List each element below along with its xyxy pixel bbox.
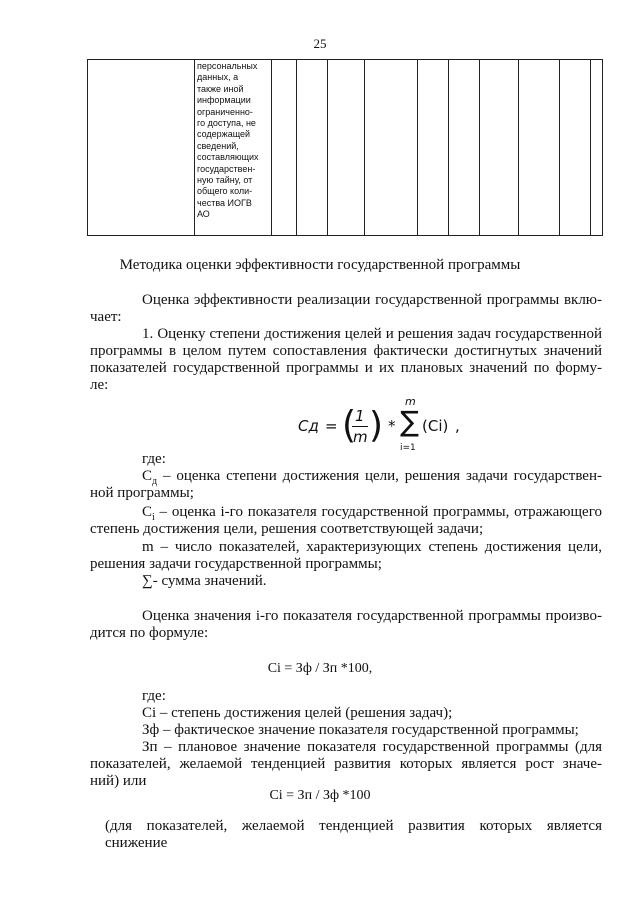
table-cell (519, 60, 560, 236)
item1-line: 1. Оценку степени достижения целей и решения задач государственной (142, 326, 602, 342)
table-cell-text: персональных данных, а также иной информации ограниченно- го доступа, не содержащей сведений, составляющих государствен- ную тайну, от общего коли- чества ИОГВ АО (197, 61, 259, 220)
formula-cd (290, 395, 460, 465)
table-cell (328, 60, 365, 236)
formula-right-paren: ) (369, 405, 384, 446)
estimation-line: Оценка значения i-го показателя государственной программы произво- (142, 608, 602, 624)
table-cell (480, 60, 519, 236)
table-cell (272, 60, 297, 236)
intro-line: чает: (90, 309, 122, 325)
formula-ci-alt: Сi = Зп / Зф *100 (269, 788, 371, 803)
estimation-line: дится по формуле: (90, 625, 209, 641)
table-cell (297, 60, 328, 236)
item1-line: программы в целом путем сопоставления фактически достигнутых значений (90, 343, 602, 359)
table-row (88, 60, 603, 236)
item1-line: показателей государственной программы и их плановых значений по форму- (90, 360, 602, 376)
def-ci2-line: Сi – степень достижения целей (решения задач); (142, 705, 453, 721)
sum-lower-limit: i=1 (400, 443, 416, 453)
fraction-bar (352, 426, 368, 427)
def-ci-subscript: i (152, 512, 155, 523)
def-zp-line: ний) или (90, 773, 147, 789)
table-cell (449, 60, 480, 236)
def-m-line2: решения задачи государственной программы; (90, 556, 382, 572)
def-cd-line2: ной программы; (90, 485, 194, 501)
def-ci-symbol: С (142, 504, 153, 520)
def-cd-symbol: С (142, 468, 153, 484)
def-zp-line: показателей, желаемой тенденцией развития которых является рост значе- (90, 756, 602, 772)
formula-left-paren: ( (342, 403, 357, 448)
table-cell (418, 60, 449, 236)
formula-lhs: Cд (298, 417, 319, 435)
def-cd-subscript: д (152, 476, 158, 487)
formula-mult: * (388, 417, 396, 435)
indicator-table-fragment (87, 59, 603, 236)
closing-line: (для показателей, желаемой тенденцией развития которых является снижение (105, 818, 602, 851)
sum-sign: ∑ (400, 405, 419, 438)
sum-upper-limit: m (405, 395, 416, 408)
section-heading: Методика оценки эффективности государственной программы (119, 257, 521, 273)
formula-comma: , (455, 417, 460, 435)
table-cell (88, 60, 195, 236)
formula-equals: = (325, 417, 338, 435)
item1-line: ле: (90, 377, 109, 393)
where-label: где: (142, 688, 166, 704)
formula-ci: Сi = Зф / Зп *100, (267, 661, 373, 676)
def-ci-text: – оценка i-го показателя государственной программы, отражающего (154, 504, 602, 520)
def-zp-line: Зп – плановое значение показателя государственной программы (для (142, 739, 602, 755)
table-cell (591, 60, 603, 236)
intro-line: Оценка эффективности реализации государственной программы вклю- (142, 292, 602, 308)
table-cell (560, 60, 591, 236)
formula-numerator: 1 (355, 407, 365, 425)
where-label: где: (142, 451, 166, 467)
formula-denominator: m (353, 428, 368, 446)
def-cd-text: – оценка степени достижения цели, решения задачи государствен- (157, 468, 602, 484)
table-cell-description (195, 60, 272, 236)
def-ci-line2: степень достижения цели, решения соответствующей задачи; (90, 521, 484, 537)
def-sum-line: ∑- сумма значений. (142, 573, 267, 589)
page-number: 25 (313, 36, 327, 51)
def-cd-line (142, 468, 602, 490)
def-m-line: m – число показателей, характеризующих степень достижения цели, (142, 539, 602, 555)
table-cell (365, 60, 418, 236)
formula-term: (Ci) (422, 417, 449, 435)
def-zf-line: Зф – фактическое значение показателя государственной программы; (142, 722, 579, 738)
